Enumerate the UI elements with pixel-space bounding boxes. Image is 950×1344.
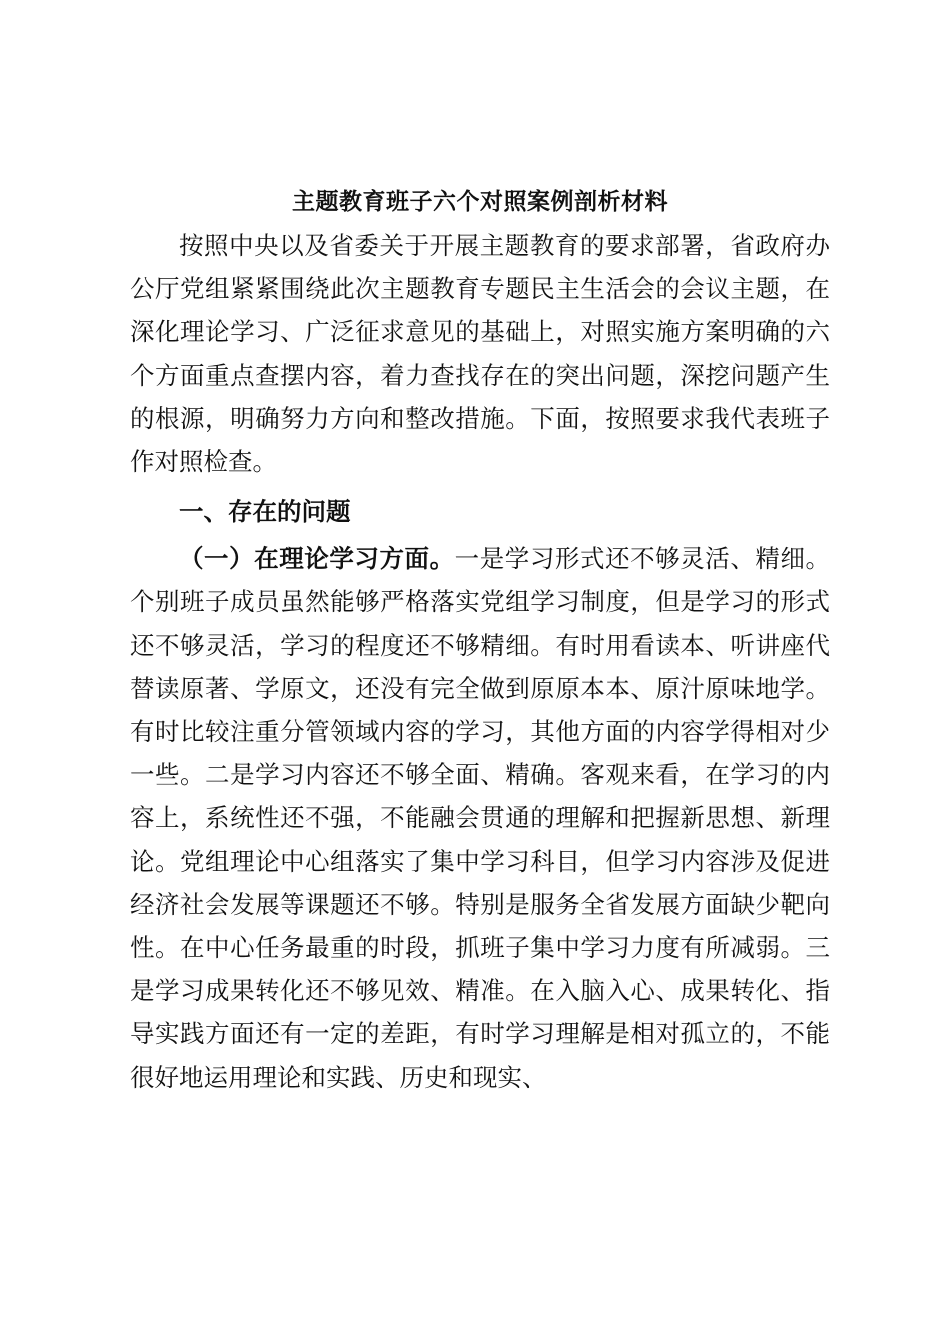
intro-paragraph: 按照中央以及省委关于开展主题教育的要求部署，省政府办公厅党组紧紧围绕此次主题教育专题民主生活会的会议主题，在深化理论学习、广泛征求意见的基础上，对照实施方案明确的六个方面重点查摆内容，着力查找存在的突出问题，深挖问题产生的根源，明确努力方向和整改措施。下面，按照要求我代表班子作对照检查。 [130,231,830,477]
document-body [130,180,830,1099]
theory-study-body: 一是学习形式还不够灵活、精细。个别班子成员虽然能够严格落实党组学习制度，但是学习的形式还不够灵活，学习的程度还不够精细。有时用看读本、听讲座代替读原著、学原文，还没有完全做到原原本本、原汁原味地学。有时比较注重分管领域内容的学习，其他方面的内容学得相对少一些。二是学习内容还不够全面、精确。客观来看，在学习的内容上，系统性还不强，不能融会贯通的理解和把握新思想、新理论。党组理论中心组落实了集中学习科目，但学习内容涉及促进经济社会发展等课题还不够。特别是服务全省发展方面缺少靶向性。在中心任务最重的时段，抓班子集中学习力度有所减弱。三是学习成果转化还不够见效、精准。在入脑入心、成果转化、指导实践方面还有一定的差距，有时学习理解是相对孤立的，不能很好地运用理论和实践、历史和现实、 [130,544,831,1092]
theory-study-lead: （一）在理论学习方面。 [179,544,455,574]
theory-study-paragraph [130,537,830,1099]
document-title: 主题教育班子六个对照案例剖析材料 [292,188,668,215]
section-heading-problems: 一、存在的问题 [179,497,351,527]
